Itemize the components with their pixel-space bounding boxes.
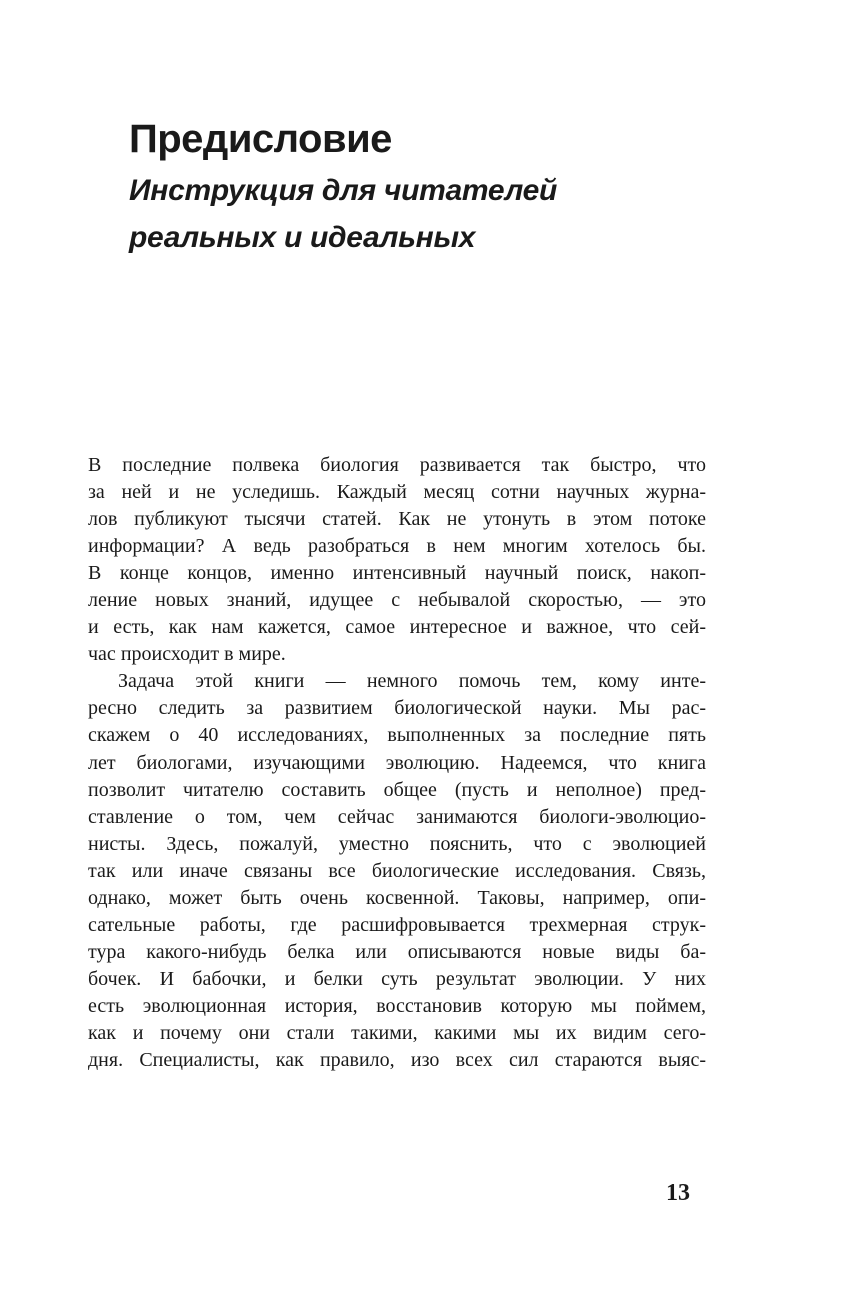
text-line: ставление о том, чем сейчас занимаются биологи-эволюцио- (88, 805, 706, 828)
text-line: позволит читателю составить общее (пусть и неполное) пред- (88, 778, 706, 801)
text-line: однако, может быть очень косвенной. Таковы, например, опи- (88, 886, 706, 909)
text-line: сательные работы, где расшифровывается трехмерная струк- (88, 913, 706, 936)
text-line: ление новых знаний, идущее с небывалой скоростью, — это (88, 589, 706, 612)
text-line: как и почему они стали такими, какими мы их видим сего- (88, 1021, 706, 1044)
text-line: час происходит в мире. (88, 643, 286, 666)
text-line: лет биологами, изучающими эволюцию. Надеемся, что книга (88, 751, 706, 774)
text-line: нисты. Здесь, пожалуй, уместно пояснить, что с эволюцией (88, 832, 706, 855)
text-line: так или иначе связаны все биологические исследования. Связь, (88, 859, 706, 882)
text-line: лов публикуют тысячи статей. Как не утонуть в этом потоке (88, 508, 706, 531)
text-line: ресно следить за развитием биологической науки. Мы рас- (88, 697, 706, 720)
text-line: бочек. И бабочки, и белки суть результат эволюции. У них (88, 967, 706, 990)
text-line: за ней и не уследишь. Каждый месяц сотни научных журна- (88, 481, 706, 504)
text-line: В последние полвека биология развивается так быстро, что (88, 454, 706, 476)
text-line: и есть, как нам кажется, самое интересное и важное, что сей- (88, 616, 706, 639)
chapter-subtitle-line: Инструкция для читателей (129, 174, 557, 207)
text-line: В конце концов, именно интенсивный научный поиск, накоп- (88, 562, 706, 585)
body-text (88, 452, 706, 1074)
page-number: 13 (666, 1180, 690, 1206)
chapter-subtitle-line: реальных и идеальных (129, 221, 476, 254)
text-line: есть эволюционная история, восстановив которую мы поймем, (88, 994, 706, 1017)
text-line: информации? А ведь разобраться в нем многим хотелось бы. (88, 535, 706, 558)
text-line: тура какого-нибудь белка или описываются новые виды ба- (88, 940, 706, 963)
chapter-subtitle (129, 167, 557, 261)
text-line: дня. Специалисты, как правило, изо всех сил стараются выяс- (88, 1049, 706, 1072)
chapter-title: Предисловие (129, 117, 392, 161)
text-line: скажем о 40 исследованиях, выполненных за последние пять (88, 724, 706, 747)
text-line: Задача этой книги — немного помочь тем, кому инте- (118, 670, 706, 693)
